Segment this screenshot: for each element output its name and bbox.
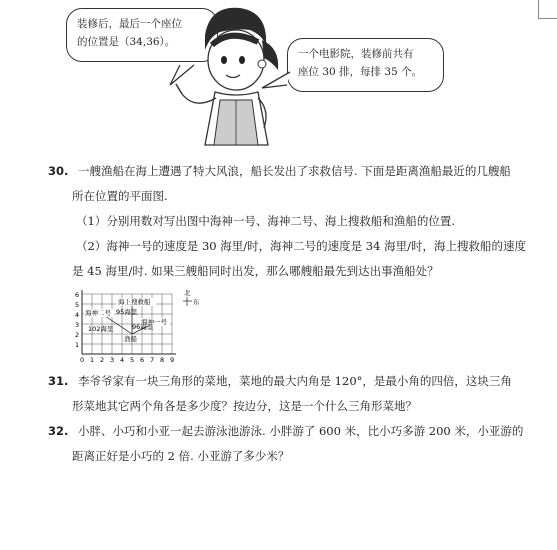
x-tick: 3 bbox=[110, 356, 115, 364]
x-tick: 4 bbox=[120, 356, 125, 364]
question-31 bbox=[48, 372, 512, 390]
question-text-line: 形菜地其它两个角各是多少度？按边分，这是一个什么三角形菜地？ bbox=[72, 399, 417, 413]
question-30 bbox=[48, 162, 511, 180]
label-boat: 渔船 bbox=[124, 335, 137, 343]
question-32 bbox=[48, 422, 523, 440]
page-corner-mark bbox=[538, 0, 557, 19]
question-number: 31. bbox=[48, 374, 69, 388]
svg-text:北: 北 bbox=[184, 289, 191, 297]
ship-position-map bbox=[66, 286, 216, 366]
label-distance-102: 102海里 bbox=[88, 325, 114, 333]
y-tick: 1 bbox=[75, 341, 80, 349]
girl-illustration bbox=[150, 0, 300, 150]
sub-question-2: （2）海神一号的速度是 30 海里/时，海神二号的速度是 34 海里/时，海上搜救船的速度 bbox=[76, 239, 526, 253]
question-text-line: 距离正好是小巧的 2 倍. 小亚游了多少米？ bbox=[72, 449, 290, 463]
speech-bubble-left: 装修后，最后一个座位 的位置是（34,36）。 bbox=[66, 8, 218, 62]
x-tick: 2 bbox=[100, 356, 105, 364]
x-tick: 0 bbox=[80, 356, 85, 364]
question-number: 32. bbox=[48, 424, 69, 438]
svg-text:东: 东 bbox=[193, 298, 200, 306]
speech-bubble-right: 一个电影院，装修前共有 座位 30 排，每排 35 个。 bbox=[287, 38, 444, 92]
label-search-ship: 海上搜救船 bbox=[118, 298, 151, 306]
y-tick: 4 bbox=[75, 311, 80, 319]
sub-question-1: （1）分别用数对写出图中海神一号、海神二号、海上搜救船和渔船的位置. bbox=[76, 214, 455, 228]
compass-icon bbox=[183, 288, 200, 306]
label-distance-95: 95海里 bbox=[116, 308, 138, 316]
label-haishen2: 海神二号 bbox=[85, 309, 111, 317]
x-tick: 8 bbox=[160, 356, 165, 364]
x-tick: 1 bbox=[90, 356, 95, 364]
y-tick: 2 bbox=[75, 331, 80, 339]
question-number: 30. bbox=[48, 164, 69, 178]
y-tick: 6 bbox=[75, 291, 80, 299]
question-text: 一艘渔船在海上遭遇了特大风浪，船长发出了求救信号. 下面是距离渔船最近的几艘船 bbox=[78, 164, 511, 178]
label-distance-96: 96海里 bbox=[132, 323, 154, 331]
question-text: 李爷爷家有一块三角形的菜地，菜地的最大内角是 120°，是最小角的四倍，这块三角 bbox=[78, 374, 512, 388]
x-tick: 5 bbox=[130, 356, 135, 364]
x-tick: 9 bbox=[170, 356, 175, 364]
y-tick: 3 bbox=[75, 321, 80, 329]
question-text-line: 所在位置的平面图. bbox=[72, 189, 168, 203]
sub-question-2-line: 是 45 海里/时. 如果三艘船同时出发，那么哪艘船最先到达出事渔船处？ bbox=[72, 264, 439, 278]
label-haishen1: 海神一号 bbox=[141, 318, 167, 326]
x-tick: 7 bbox=[150, 356, 155, 364]
y-tick: 5 bbox=[75, 301, 80, 309]
question-text: 小胖、小巧和小亚一起去游泳池游泳. 小胖游了 600 米，比小巧多游 200 米，小亚游的 bbox=[78, 424, 524, 438]
x-tick: 6 bbox=[140, 356, 145, 364]
